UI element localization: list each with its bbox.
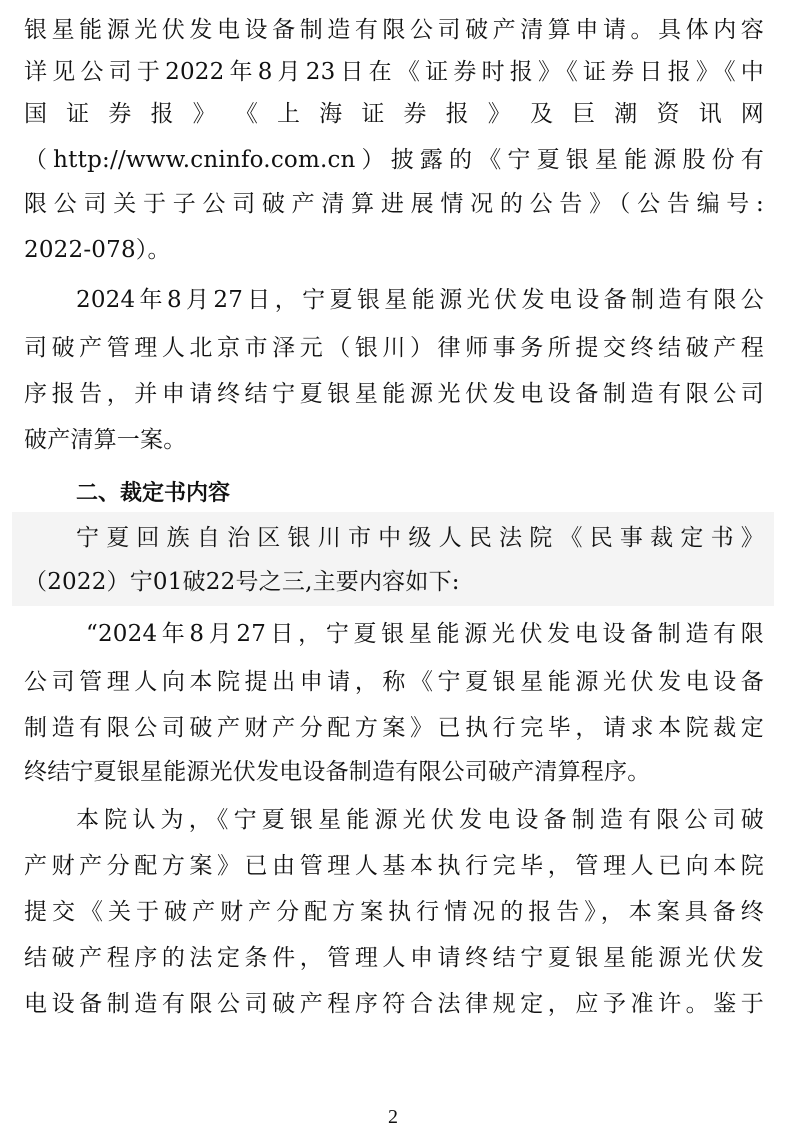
text-line: （http://www.cninfo.com.cn）披露的《宁夏银星能源股份有 (24, 147, 764, 173)
text-line: 公司管理人向本院提出申请，称《宁夏银星能源光伏发电设备 (24, 669, 764, 695)
text-line: 2022-078）。 (24, 237, 171, 263)
text-line: 国 证 券 报 》 《 上 海 证 券 报 》 及 巨 潮 资 讯 网 (24, 101, 764, 127)
text-line: 宁夏回族自治区银川市中级人民法院《民事裁定书》 (76, 525, 764, 551)
text-line: 司破产管理人北京市泽元（银川）律师事务所提交终结破产程 (24, 335, 764, 361)
text-line: 制造有限公司破产财产分配方案》已执行完毕，请求本院裁定 (24, 715, 764, 741)
section-heading: 二、裁定书内容 (76, 481, 231, 506)
text-line: 电设备制造有限公司破产程序符合法律规定，应予准许。鉴于 (24, 991, 764, 1017)
text-line: 本院认为，《宁夏银星能源光伏发电设备制造有限公司破 (76, 807, 764, 833)
text-line: 详见公司于2022年8月23日在《证券时报》《证券日报》《中 (24, 59, 764, 85)
text-line: 产财产分配方案》已由管理人基本执行完毕，管理人已向本院 (24, 853, 764, 879)
text-line: 限公司关于子公司破产清算进展情况的公告》（公告编号: (24, 191, 764, 217)
text-line: 结破产程序的法定条件，管理人申请终结宁夏银星能源光伏发 (24, 945, 764, 971)
text-line: 序报告，并申请终结宁夏银星能源光伏发电设备制造有限公司 (24, 381, 764, 407)
text-line: （2022）宁01破22号之三,主要内容如下: (24, 569, 460, 595)
page-number: 2 (388, 1106, 398, 1128)
text-line: 提交《关于破产财产分配方案执行情况的报告》，本案具备终 (24, 899, 764, 925)
text-line: 银星能源光伏发电设备制造有限公司破产清算申请。具体内容 (24, 17, 764, 43)
text-line: 破产清算一案。 (24, 427, 187, 453)
text-line: 2024年8月27日，宁夏银星能源光伏发电设备制造有限公 (76, 287, 764, 313)
text-line: 终结宁夏银星能源光伏发电设备制造有限公司破产清算程序。 (24, 759, 651, 785)
text-line: “2024年8月27日，宁夏银星能源光伏发电设备制造有限 (86, 621, 764, 647)
